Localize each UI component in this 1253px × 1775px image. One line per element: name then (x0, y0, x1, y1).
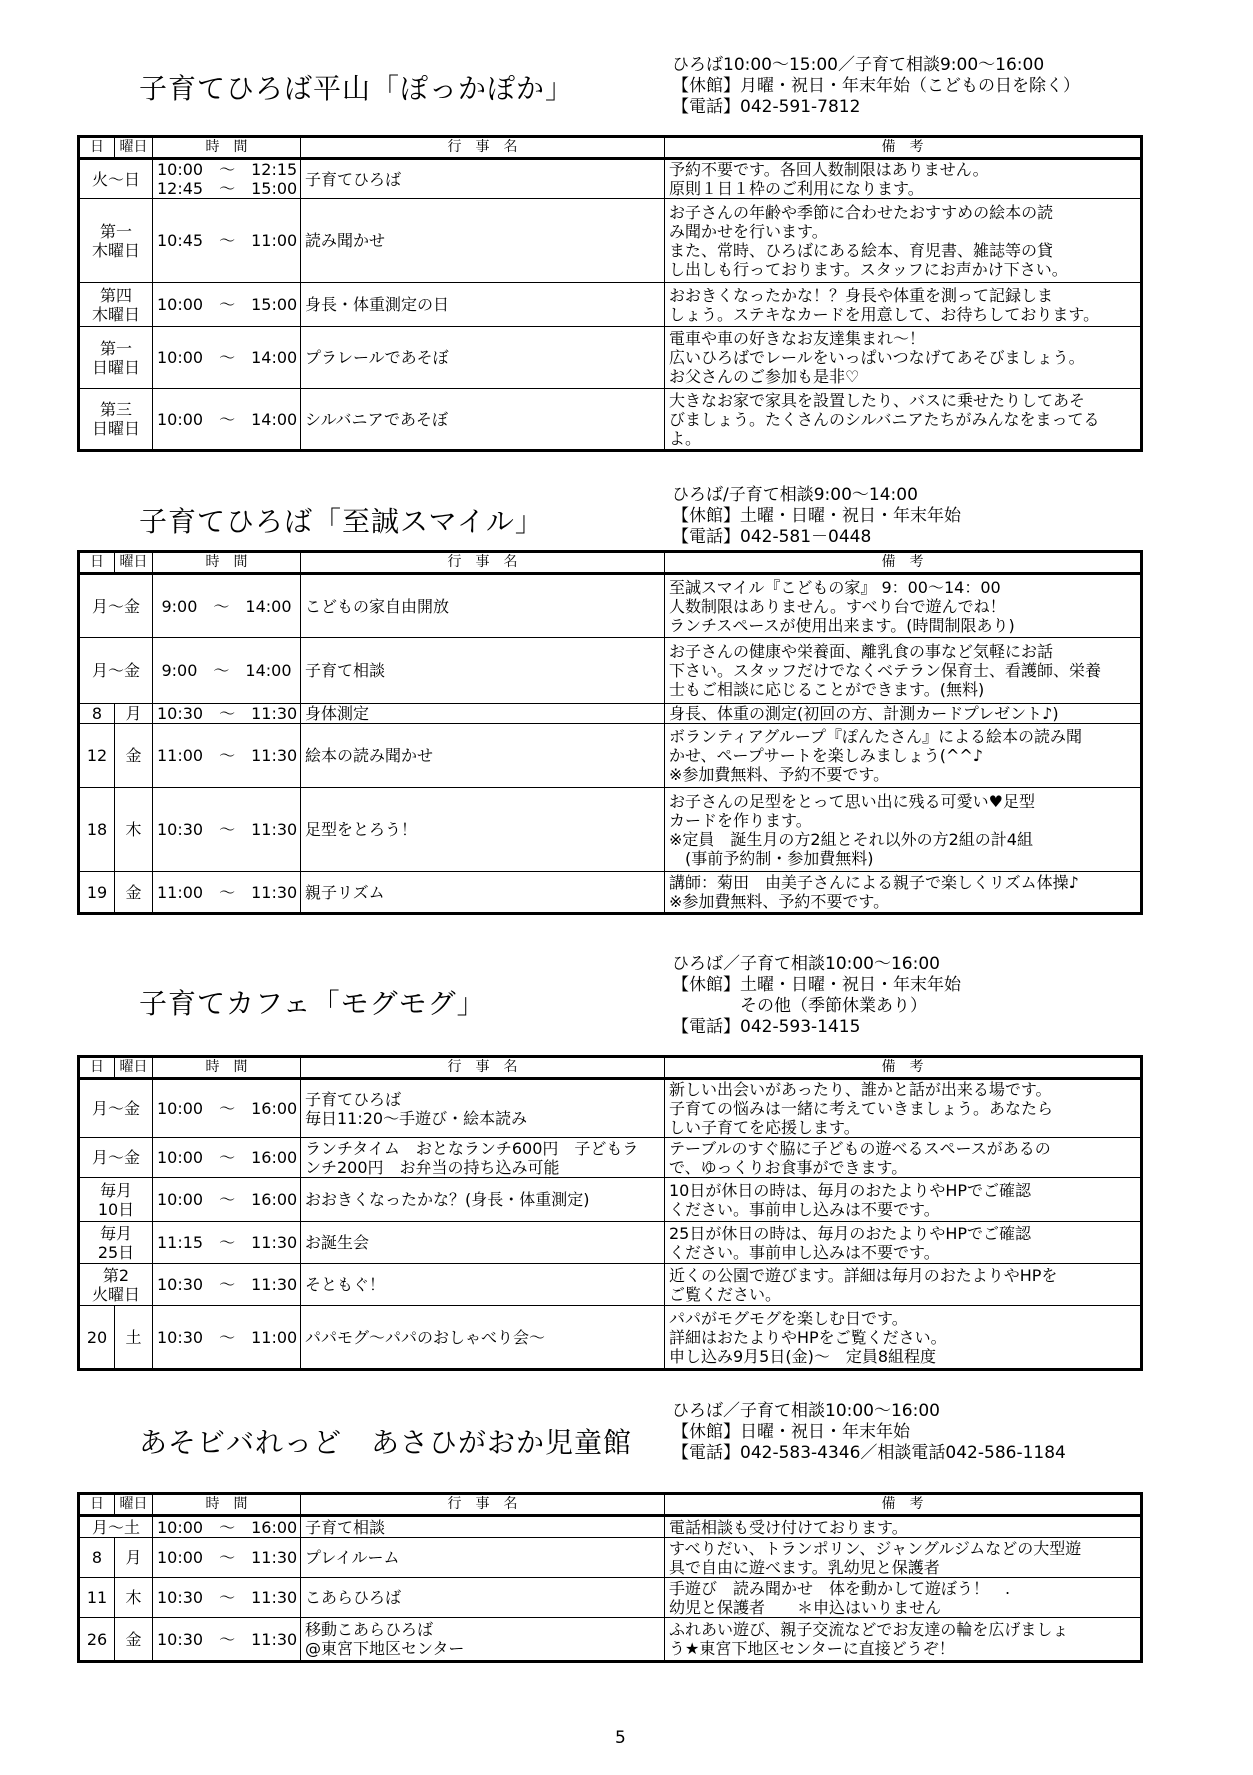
note-line: 講師：菊田 由美子さんによる親子で楽しくリズム体操♪ (669, 873, 1079, 892)
day-cell (79, 1516, 153, 1538)
note-line: ふれあい遊び、親子交流などでお友達の輪を広げましょ (669, 1620, 1069, 1639)
note-line: びましょう。たくさんのシルバニアたちがみんなをまってる (669, 409, 1100, 429)
info-line: 【休館】月曜・祝日・年末年始（こどもの日を除く） (672, 76, 1080, 96)
time-cell (153, 283, 301, 327)
schedule-table (77, 1055, 1143, 1371)
event-cell (301, 704, 665, 724)
day-cell (79, 199, 153, 283)
note-line: 士もご相談に応じることができます。(無料) (669, 680, 985, 699)
schedule-table (77, 550, 1143, 915)
note-line: で、ゆっくりお食事ができます。 (669, 1157, 908, 1177)
note-line: ご覧ください。 (669, 1284, 782, 1304)
event-line: 読み聞かせ (305, 231, 386, 250)
event-line: ンチ200円 お弁当の持ち込み可能 (305, 1157, 560, 1177)
info-line: ひろば/子育て相談9:00～14:00 (672, 485, 918, 505)
time-line: 10:30 ～ 11:30 (157, 820, 298, 839)
section-title: 子育てカフェ「モグモグ」 (139, 987, 486, 1020)
note-line: かせ、ペープサートを楽しみましょう(^^♪ (669, 746, 983, 765)
day-cell (79, 1264, 153, 1306)
note-line: 具で自由に遊べます。乳幼児と保護者 (669, 1557, 940, 1577)
day-line: 第四 (99, 285, 132, 305)
day-cell (79, 638, 153, 704)
day-cell (79, 283, 153, 327)
event-cell (301, 159, 665, 199)
note-line: 10日が休日の時は、毎月のおたよりやHPでご確認 (669, 1180, 1032, 1200)
table-row (79, 1178, 1142, 1222)
event-line: こあらひろば (305, 1588, 402, 1607)
day-line: 月～金 (91, 596, 140, 616)
table-row (79, 788, 1142, 872)
note-line: ※定員 誕生月の方2組とそれ以外の方2組の計4組 (669, 829, 1033, 849)
event-cell (301, 1264, 665, 1306)
event-line: 子育て相談 (305, 661, 386, 680)
event-line: 身長・体重測定の日 (305, 295, 450, 314)
event-line: プレイルーム (305, 1548, 400, 1567)
day-line: 10日 (97, 1199, 135, 1219)
note-line: また、常時、ひろばにある絵本、育児書、雑誌等の貸 (669, 240, 1054, 260)
day-cell (79, 1079, 153, 1138)
time-line: 10:45 ～ 11:00 (157, 231, 298, 250)
note-line: 幼児と保護者 ＊申込はいりません (669, 1597, 942, 1617)
time-line: 9:00 ～ 14:00 (161, 661, 292, 680)
note-line: ランチスペースが使用出来ます。(時間制限あり) (669, 615, 1015, 635)
note-line: ください。事前申し込みは不要です。 (669, 1199, 940, 1219)
time-line: 10:00 ～ 15:00 (157, 295, 298, 314)
note-cell (665, 872, 1142, 914)
table-row (79, 1222, 1142, 1264)
time-cell (153, 574, 301, 638)
table-row (79, 1138, 1142, 1178)
day-line: 木曜日 (91, 304, 140, 324)
note-line: しょう。ステキなカードを用意して、お待ちしております。 (669, 304, 1100, 324)
event-line: シルバニアであそぼ (305, 409, 448, 429)
note-line: み聞かせを行います。 (669, 221, 828, 241)
event-line: 毎日11:20～手遊び・絵本読み (305, 1108, 528, 1128)
weekday-cell: 月 (115, 704, 153, 724)
header-time: 時 間 (153, 1057, 301, 1079)
event-line: そともぐ！ (305, 1275, 386, 1294)
event-cell (301, 1178, 665, 1222)
info-line: 【休館】日曜・祝日・年末年始 (672, 1422, 910, 1442)
time-line: 10:30 ～ 11:30 (157, 1275, 298, 1294)
event-line: プラレールであそぼ (305, 348, 449, 367)
header-event: 行 事 名 (301, 552, 665, 574)
event-cell (301, 638, 665, 704)
table-row (79, 1264, 1142, 1306)
event-line: お誕生会 (305, 1233, 370, 1252)
time-cell (153, 1306, 301, 1370)
table-row (79, 1618, 1142, 1662)
event-line: 子育てひろば (305, 169, 402, 189)
note-cell (665, 1138, 1142, 1178)
note-line: お子さんの年齢や季節に合わせたおすすめの絵本の読 (669, 202, 1054, 222)
note-line: し出しも行っております。スタッフにお声かけ下さい。 (669, 259, 1068, 279)
section-title: あそビバれっど あさひがおか児童館 (139, 1426, 633, 1459)
note-cell (665, 159, 1142, 199)
day-line: 火曜日 (91, 1284, 140, 1304)
time-cell (153, 199, 301, 283)
weekday-cell: 土 (115, 1306, 153, 1370)
date-cell: 12 (79, 724, 115, 788)
note-line: ください。事前申し込みは不要です。 (669, 1242, 940, 1262)
day-cell (79, 1138, 153, 1178)
note-cell (665, 704, 1142, 724)
section-info (672, 1401, 1066, 1464)
table-row (79, 1306, 1142, 1370)
table-row (79, 574, 1142, 638)
section-info (672, 485, 961, 548)
header-time: 時 間 (153, 1494, 301, 1516)
day-cell (79, 159, 153, 199)
header-time: 時 間 (153, 552, 301, 574)
note-cell (665, 1516, 1142, 1538)
event-line: 移動こあらひろば (305, 1620, 434, 1639)
day-line: 日曜日 (91, 419, 140, 438)
time-line: 10:00 ～ 11:30 (157, 1548, 298, 1567)
time-line: 10:30 ～ 11:00 (157, 1327, 298, 1347)
info-line: ひろば／子育て相談10:00～16:00 (672, 954, 940, 974)
day-line: 25日 (97, 1242, 135, 1262)
event-line: 身体測定 (305, 704, 370, 723)
info-line: 【電話】042-593-1415 (672, 1017, 861, 1037)
time-cell (153, 1222, 301, 1264)
time-line: 10:00 ～ 16:00 (157, 1148, 298, 1167)
note-cell (665, 327, 1142, 389)
note-cell (665, 1178, 1142, 1222)
date-cell: 8 (79, 704, 115, 724)
weekday-cell: 金 (115, 872, 153, 914)
table-row (79, 704, 1142, 724)
time-line: 10:00 ～ 12:15 (157, 160, 298, 179)
time-cell (153, 159, 301, 199)
time-cell (153, 1578, 301, 1618)
note-cell (665, 1079, 1142, 1138)
time-line: 9:00 ～ 14:00 (161, 596, 292, 616)
note-cell (665, 788, 1142, 872)
time-cell (153, 1138, 301, 1178)
time-cell (153, 1516, 301, 1538)
section-info (672, 954, 961, 1038)
event-line: 子育てひろば (305, 1089, 402, 1109)
time-line: 11:15 ～ 11:30 (157, 1233, 298, 1252)
schedule-table (77, 1492, 1143, 1663)
time-cell (153, 638, 301, 704)
weekday-cell: 月 (115, 1538, 153, 1578)
event-cell (301, 1618, 665, 1662)
time-line: 10:00 ～ 16:00 (157, 1517, 298, 1537)
date-cell: 8 (79, 1538, 115, 1578)
event-cell (301, 788, 665, 872)
date-cell: 11 (79, 1578, 115, 1618)
note-line: 大きなお家で家具を設置したり、バスに乗せたりしてあそ (669, 390, 1086, 410)
header-weekday: 曜日 (115, 137, 153, 159)
time-cell (153, 704, 301, 724)
header-note: 備 考 (665, 1057, 1142, 1079)
time-line: 12:45 ～ 15:00 (157, 179, 298, 198)
note-line: 手遊び 読み聞かせ 体を動かして遊ぼう！ . (669, 1578, 1011, 1598)
time-cell (153, 389, 301, 451)
time-cell (153, 724, 301, 788)
time-line: 10:00 ～ 14:00 (157, 409, 298, 429)
note-line: おおきくなったかな！？身長や体重を測って記録しま (669, 285, 1054, 305)
day-line: 第一 (99, 338, 132, 358)
table-row (79, 1079, 1142, 1138)
header-time: 時 間 (153, 137, 301, 159)
event-cell (301, 389, 665, 451)
note-line: 近くの公園で遊びます。詳細は毎月のおたよりやHPを (669, 1265, 1058, 1285)
note-line: パパがモグモグを楽しむ日です。 (669, 1308, 908, 1328)
info-line: ひろば10:00～15:00／子育て相談9:00～16:00 (672, 55, 1045, 75)
header-note: 備 考 (665, 1494, 1142, 1516)
table-row (79, 638, 1142, 704)
note-line: 詳細はおたよりやHPをご覧ください。 (669, 1327, 947, 1347)
day-line: 火～日 (91, 169, 140, 189)
note-line: よ。 (669, 428, 702, 448)
day-line: 毎月 (99, 1223, 132, 1243)
note-line: お子さんの足型をとって思い出に残る可愛い♥足型 (669, 791, 1036, 811)
event-line: 絵本の読み聞かせ (305, 746, 434, 765)
note-cell (665, 283, 1142, 327)
time-cell (153, 1079, 301, 1138)
note-line: 原則１日１枠のご利用になります。 (669, 179, 924, 198)
event-cell (301, 1306, 665, 1370)
info-line: 【電話】042-583-4346／相談電話042-586-1184 (672, 1443, 1066, 1463)
note-line: 申し込み9月5日(金)～ 定員8組程度 (669, 1346, 937, 1366)
day-cell (79, 1222, 153, 1264)
day-line: 月～土 (91, 1517, 140, 1537)
time-line: 10:30 ～ 11:30 (157, 1588, 298, 1607)
note-line: ※参加費無料、予約不要です。 (669, 765, 890, 784)
note-line: お父さんのご参加も是非♡ (669, 367, 860, 386)
time-line: 10:00 ～ 16:00 (157, 1190, 298, 1209)
note-cell (665, 1222, 1142, 1264)
table-row (79, 389, 1142, 451)
event-cell (301, 199, 665, 283)
note-cell (665, 1578, 1142, 1618)
page-number: 5 (615, 1728, 626, 1748)
time-cell (153, 788, 301, 872)
time-cell (153, 1178, 301, 1222)
section-title: 子育てひろば「至誠スマイル」 (139, 505, 544, 538)
time-cell (153, 1618, 301, 1662)
weekday-cell: 木 (115, 1578, 153, 1618)
event-line: @東宮下地区センター (305, 1639, 465, 1658)
note-line: 身長、体重の測定(初回の方、計測カードプレゼント♪) (669, 704, 1059, 723)
day-cell (79, 1178, 153, 1222)
event-cell (301, 1138, 665, 1178)
time-cell (153, 872, 301, 914)
note-line: 広いひろばでレールをいっぱいつなげてあそびましょう。 (669, 348, 1085, 367)
note-cell (665, 1264, 1142, 1306)
note-line: 下さい。スタッフだけでなくベテラン保育士、看護師、栄養 (669, 661, 1102, 680)
header-event: 行 事 名 (301, 1057, 665, 1079)
header-date: 日 (79, 552, 115, 574)
schedule-table (77, 135, 1143, 452)
event-cell (301, 574, 665, 638)
event-line: パパモグ～パパのおしゃべり会～ (305, 1327, 546, 1347)
day-line: 毎月 (99, 1180, 132, 1200)
event-cell (301, 1538, 665, 1578)
time-cell (153, 327, 301, 389)
note-cell (665, 574, 1142, 638)
event-cell (301, 1516, 665, 1538)
time-cell (153, 1264, 301, 1306)
info-line: その他（季節休業あり） (672, 996, 927, 1016)
info-line: 【電話】042-581－0448 (672, 527, 872, 547)
note-line: テーブルのすぐ脇に子どもの遊べるスペースがあるの (669, 1138, 1051, 1158)
header-date: 日 (79, 1494, 115, 1516)
header-event: 行 事 名 (301, 137, 665, 159)
note-cell (665, 389, 1142, 451)
note-cell (665, 1618, 1142, 1662)
time-line: 10:30 ～ 11:30 (157, 1629, 298, 1649)
note-cell (665, 724, 1142, 788)
section-info (672, 55, 1080, 118)
table-row (79, 1578, 1142, 1618)
note-line: (事前予約制・参加費無料) (669, 848, 874, 868)
info-line: ひろば／子育て相談10:00～16:00 (672, 1401, 940, 1421)
date-cell: 18 (79, 788, 115, 872)
day-line: 第一 (99, 221, 132, 241)
event-line: 足型をとろう！ (305, 820, 418, 839)
event-cell (301, 1578, 665, 1618)
weekday-cell: 木 (115, 788, 153, 872)
table-row (79, 1516, 1142, 1538)
header-note: 備 考 (665, 552, 1142, 574)
weekday-cell: 金 (115, 1618, 153, 1662)
header-note: 備 考 (665, 137, 1142, 159)
table-row (79, 199, 1142, 283)
time-line: 11:00 ～ 11:30 (157, 882, 298, 902)
day-line: 月～金 (91, 1099, 140, 1118)
header-date: 日 (79, 1057, 115, 1079)
event-cell (301, 1222, 665, 1264)
note-line: すべりだい、トランポリン、ジャングルジムなどの大型遊 (669, 1538, 1082, 1558)
note-line: しい子育てを応援します。 (669, 1118, 860, 1137)
info-line: 【休館】土曜・日曜・祝日・年末年始 (672, 506, 961, 526)
info-line: 【休館】土曜・日曜・祝日・年末年始 (672, 975, 961, 995)
event-line: 子育て相談 (305, 1517, 386, 1537)
event-line: 親子リズム (305, 882, 385, 902)
weekday-cell: 金 (115, 724, 153, 788)
event-line: ランチタイム おとなランチ600円 子どもラ (305, 1138, 639, 1158)
note-line: 人数制限はありません。すべり台で遊んでね！ (669, 596, 1006, 616)
note-line: ※参加費無料、予約不要です。 (669, 892, 890, 911)
table-row (79, 283, 1142, 327)
note-line: カードを作ります。 (669, 810, 812, 830)
event-line: おおきくなったかな？(身長・体重測定) (305, 1190, 590, 1209)
note-line: 電車や車の好きなお友達集まれ～！ (669, 329, 926, 348)
note-line: お子さんの健康や栄養面、離乳食の事など気軽にお話 (669, 642, 1054, 661)
header-date: 日 (79, 137, 115, 159)
note-line: ボランティアグループ『ぽんたさん』による絵本の読み聞 (669, 727, 1082, 746)
note-line: 新しい出会いがあったり、誰かと話が出来る場です。 (669, 1080, 1052, 1099)
time-line: 11:00 ～ 11:30 (157, 746, 298, 765)
header-weekday: 曜日 (115, 1494, 153, 1516)
event-cell (301, 1079, 665, 1138)
day-line: 木曜日 (91, 240, 140, 260)
time-line: 10:00 ～ 14:00 (157, 348, 298, 367)
date-cell: 20 (79, 1306, 115, 1370)
day-cell (79, 574, 153, 638)
time-cell (153, 1538, 301, 1578)
event-cell (301, 327, 665, 389)
table-row (79, 872, 1142, 914)
event-cell (301, 872, 665, 914)
table-row (79, 327, 1142, 389)
header-weekday: 曜日 (115, 552, 153, 574)
day-line: 第2 (102, 1265, 130, 1285)
day-line: 日曜日 (91, 357, 140, 377)
event-line: こどもの家自由開放 (305, 596, 450, 616)
note-cell (665, 638, 1142, 704)
table-row (79, 159, 1142, 199)
note-line: う★東宮下地区センターに直接どうぞ！ (669, 1639, 955, 1658)
date-cell: 19 (79, 872, 115, 914)
day-line: 第三 (99, 400, 132, 419)
day-cell (79, 389, 153, 451)
day-cell (79, 327, 153, 389)
note-line: 至誠スマイル『こどもの家』 9：00～14：00 (669, 577, 1001, 597)
info-line: 【電話】042-591-7812 (672, 97, 861, 117)
event-cell (301, 283, 665, 327)
note-cell (665, 1538, 1142, 1578)
date-cell: 26 (79, 1618, 115, 1662)
time-line: 10:30 ～ 11:30 (157, 704, 298, 723)
day-line: 月～金 (91, 1148, 140, 1167)
note-line: 子育ての悩みは一緒に考えていきましょう。あなたら (669, 1099, 1054, 1118)
header-event: 行 事 名 (301, 1494, 665, 1516)
section-title: 子育てひろば平山「ぽっかぽか」 (139, 72, 575, 105)
note-cell (665, 1306, 1142, 1370)
table-row (79, 724, 1142, 788)
time-line: 10:00 ～ 16:00 (157, 1099, 298, 1118)
day-line: 月～金 (91, 661, 140, 680)
note-line: 電話相談も受け付けております。 (669, 1517, 908, 1537)
note-cell (665, 199, 1142, 283)
event-cell (301, 724, 665, 788)
header-weekday: 曜日 (115, 1057, 153, 1079)
table-row (79, 1538, 1142, 1578)
note-line: 25日が休日の時は、毎月のおたよりやHPでご確認 (669, 1223, 1032, 1243)
note-line: 予約不要です。各回人数制限はありません。 (669, 160, 989, 179)
